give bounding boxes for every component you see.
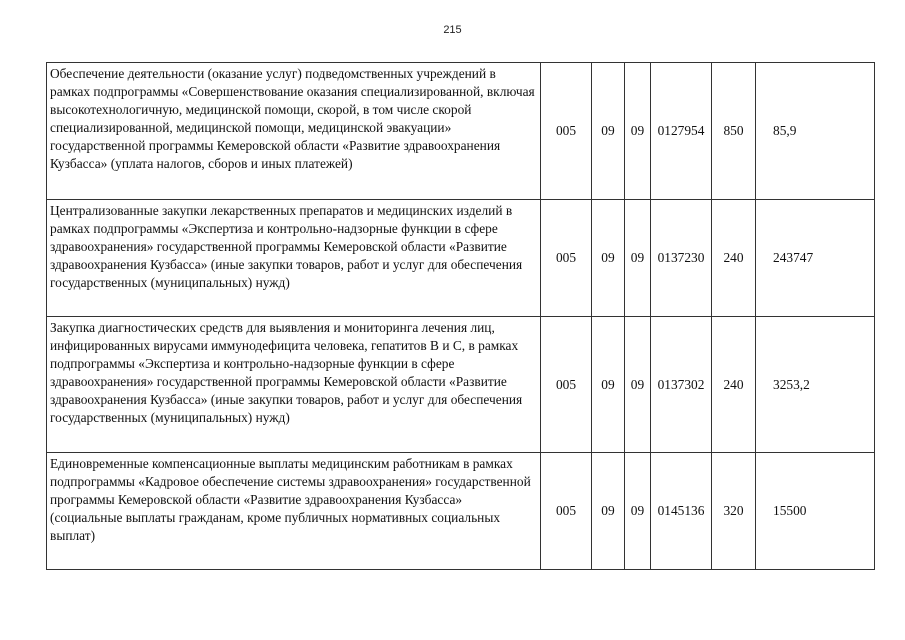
ministry-code: 005: [541, 317, 592, 453]
row-description: Централизованные закупки лекарственных препаратов и медицинских изделий в рамках подпрограммы «Экспертиза и контрольно-надзорные функции в сфере здравоохранения» государственной программы Кемеровской области «Развитие здравоохранения Кузбасса» (иные закупки товаров, работ и услуг для обеспечения государственных (муниципальных) нужд): [47, 200, 541, 317]
table-row: [47, 200, 875, 317]
subsection-code: 09: [625, 63, 651, 200]
amount-value: 3253,2: [756, 317, 875, 453]
section-code: 09: [592, 453, 625, 570]
expense-type-code: 320: [712, 453, 756, 570]
table-row: [47, 63, 875, 200]
amount-value: 15500: [756, 453, 875, 570]
table-row: [47, 453, 875, 570]
ministry-code: 005: [541, 453, 592, 570]
section-code: 09: [592, 63, 625, 200]
target-article-code: 0145136: [651, 453, 712, 570]
amount-value: 243747: [756, 200, 875, 317]
expense-type-code: 240: [712, 317, 756, 453]
expense-type-code: 240: [712, 200, 756, 317]
amount-value: 85,9: [756, 63, 875, 200]
row-description: Обеспечение деятельности (оказание услуг) подведомственных учреждений в рамках подпрограммы «Совершенствование оказания специализированной, включая высокотехнологичную, медицинской помощи, скорой, в том числе скорой специализированной, медицинской помощи, медицинской эвакуации» государственной программы Кемеровской области «Развитие здравоохранения Кузбасса» (уплата налогов, сборов и иных платежей): [47, 63, 541, 200]
subsection-code: 09: [625, 200, 651, 317]
subsection-code: 09: [625, 317, 651, 453]
budget-table: [46, 62, 875, 570]
subsection-code: 09: [625, 453, 651, 570]
page-number: 215: [443, 24, 462, 36]
section-code: 09: [592, 317, 625, 453]
section-code: 09: [592, 200, 625, 317]
ministry-code: 005: [541, 200, 592, 317]
target-article-code: 0137230: [651, 200, 712, 317]
expense-type-code: 850: [712, 63, 756, 200]
ministry-code: 005: [541, 63, 592, 200]
table-row: [47, 317, 875, 453]
target-article-code: 0137302: [651, 317, 712, 453]
row-description: Единовременные компенсационные выплаты медицинским работникам в рамках подпрограммы «Кадровое обеспечение системы здравоохранения» государственной программы Кемеровской области «Развитие здравоохранения Кузбасса» (социальные выплаты гражданам, кроме публичных нормативных социальных выплат): [47, 453, 541, 570]
target-article-code: 0127954: [651, 63, 712, 200]
row-description: Закупка диагностических средств для выявления и мониторинга лечения лиц, инфицированных вирусами иммунодефицита человека, гепатитов В и С, в рамках подпрограммы «Экспертиза и контрольно-надзорные функции в сфере здравоохранения» государственной программы Кемеровской области «Развитие здравоохранения Кузбасса» (иные закупки товаров, работ и услуг для обеспечения государственных (муниципальных) нужд): [47, 317, 541, 453]
